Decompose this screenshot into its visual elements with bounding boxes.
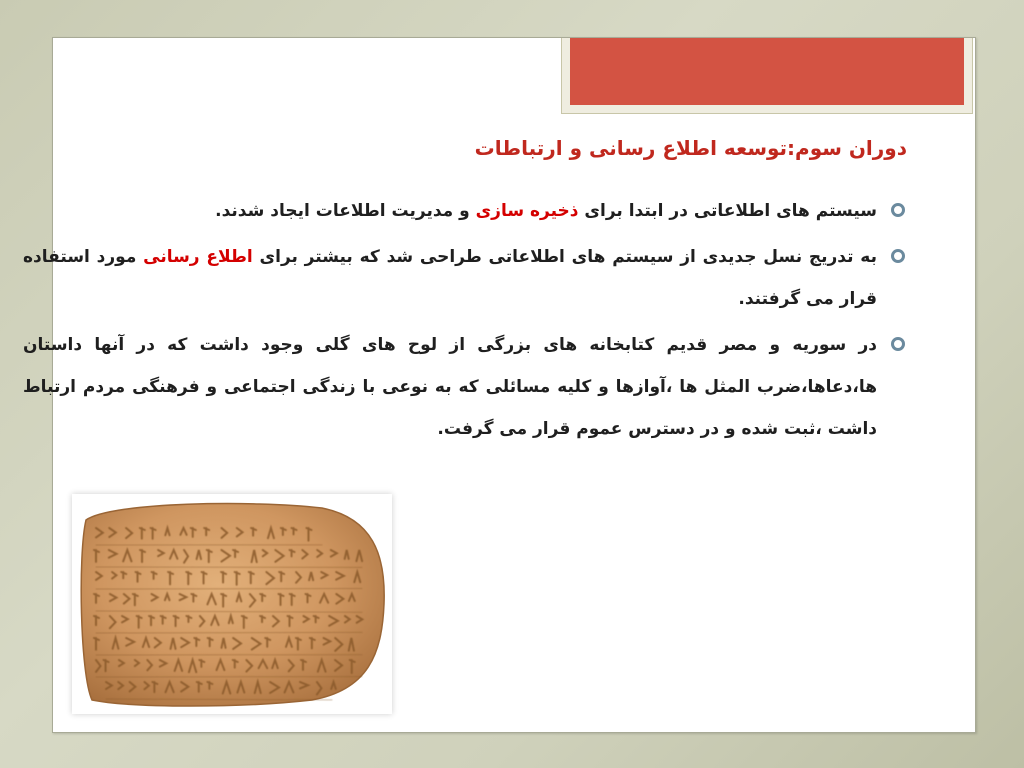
- hollow-circle-bullet-icon: [891, 203, 905, 217]
- bullet-text: و مدیریت اطلاعات ایجاد شدند.: [215, 201, 476, 221]
- bullet-list: [23, 190, 905, 454]
- hollow-circle-bullet-icon: [891, 249, 905, 263]
- bullet-item: [23, 236, 905, 320]
- clay-tablet-illustration: [72, 494, 392, 714]
- bullet-text: سیستم های اطلاعاتی در ابتدا برای: [578, 201, 877, 221]
- bullet-text: مورد استفاده قرار می گرفتند.: [23, 247, 877, 309]
- bullet-highlight: ذخیره سازی: [475, 201, 579, 221]
- bullet-text: به تدریج نسل جدیدی از سیستم های اطلاعاتی طراحی شد که بیشتر برای: [252, 247, 877, 267]
- clay-tablet-image: [72, 494, 392, 714]
- bullet-item: [23, 190, 905, 232]
- slide-title: دوران سوم:توسعه اطلاع رسانی و ارتباطات: [474, 136, 907, 160]
- tablet-body: [81, 504, 384, 706]
- hollow-circle-bullet-icon: [891, 337, 905, 351]
- title-accent-bar: [561, 38, 973, 114]
- bullet-text: در سوریه و مصر قدیم کتابخانه های بزرگی از لوح های گلی وجود داشت که در آنها داستان ها،دعاها،ضرب المثل ها ،آوازها و کلیه مسائلی که به نوعی با زندگی اجتماعی و فرهنگی مردم ارتباط داشت ،ثبت شده و در دسترس عموم قرار می گرفت.: [23, 335, 877, 439]
- tablet-ruling-line: [96, 632, 362, 633]
- title-accent-fill: [570, 38, 964, 105]
- bullet-item: [23, 324, 905, 450]
- bullet-highlight: اطلاع رسانی: [143, 247, 253, 267]
